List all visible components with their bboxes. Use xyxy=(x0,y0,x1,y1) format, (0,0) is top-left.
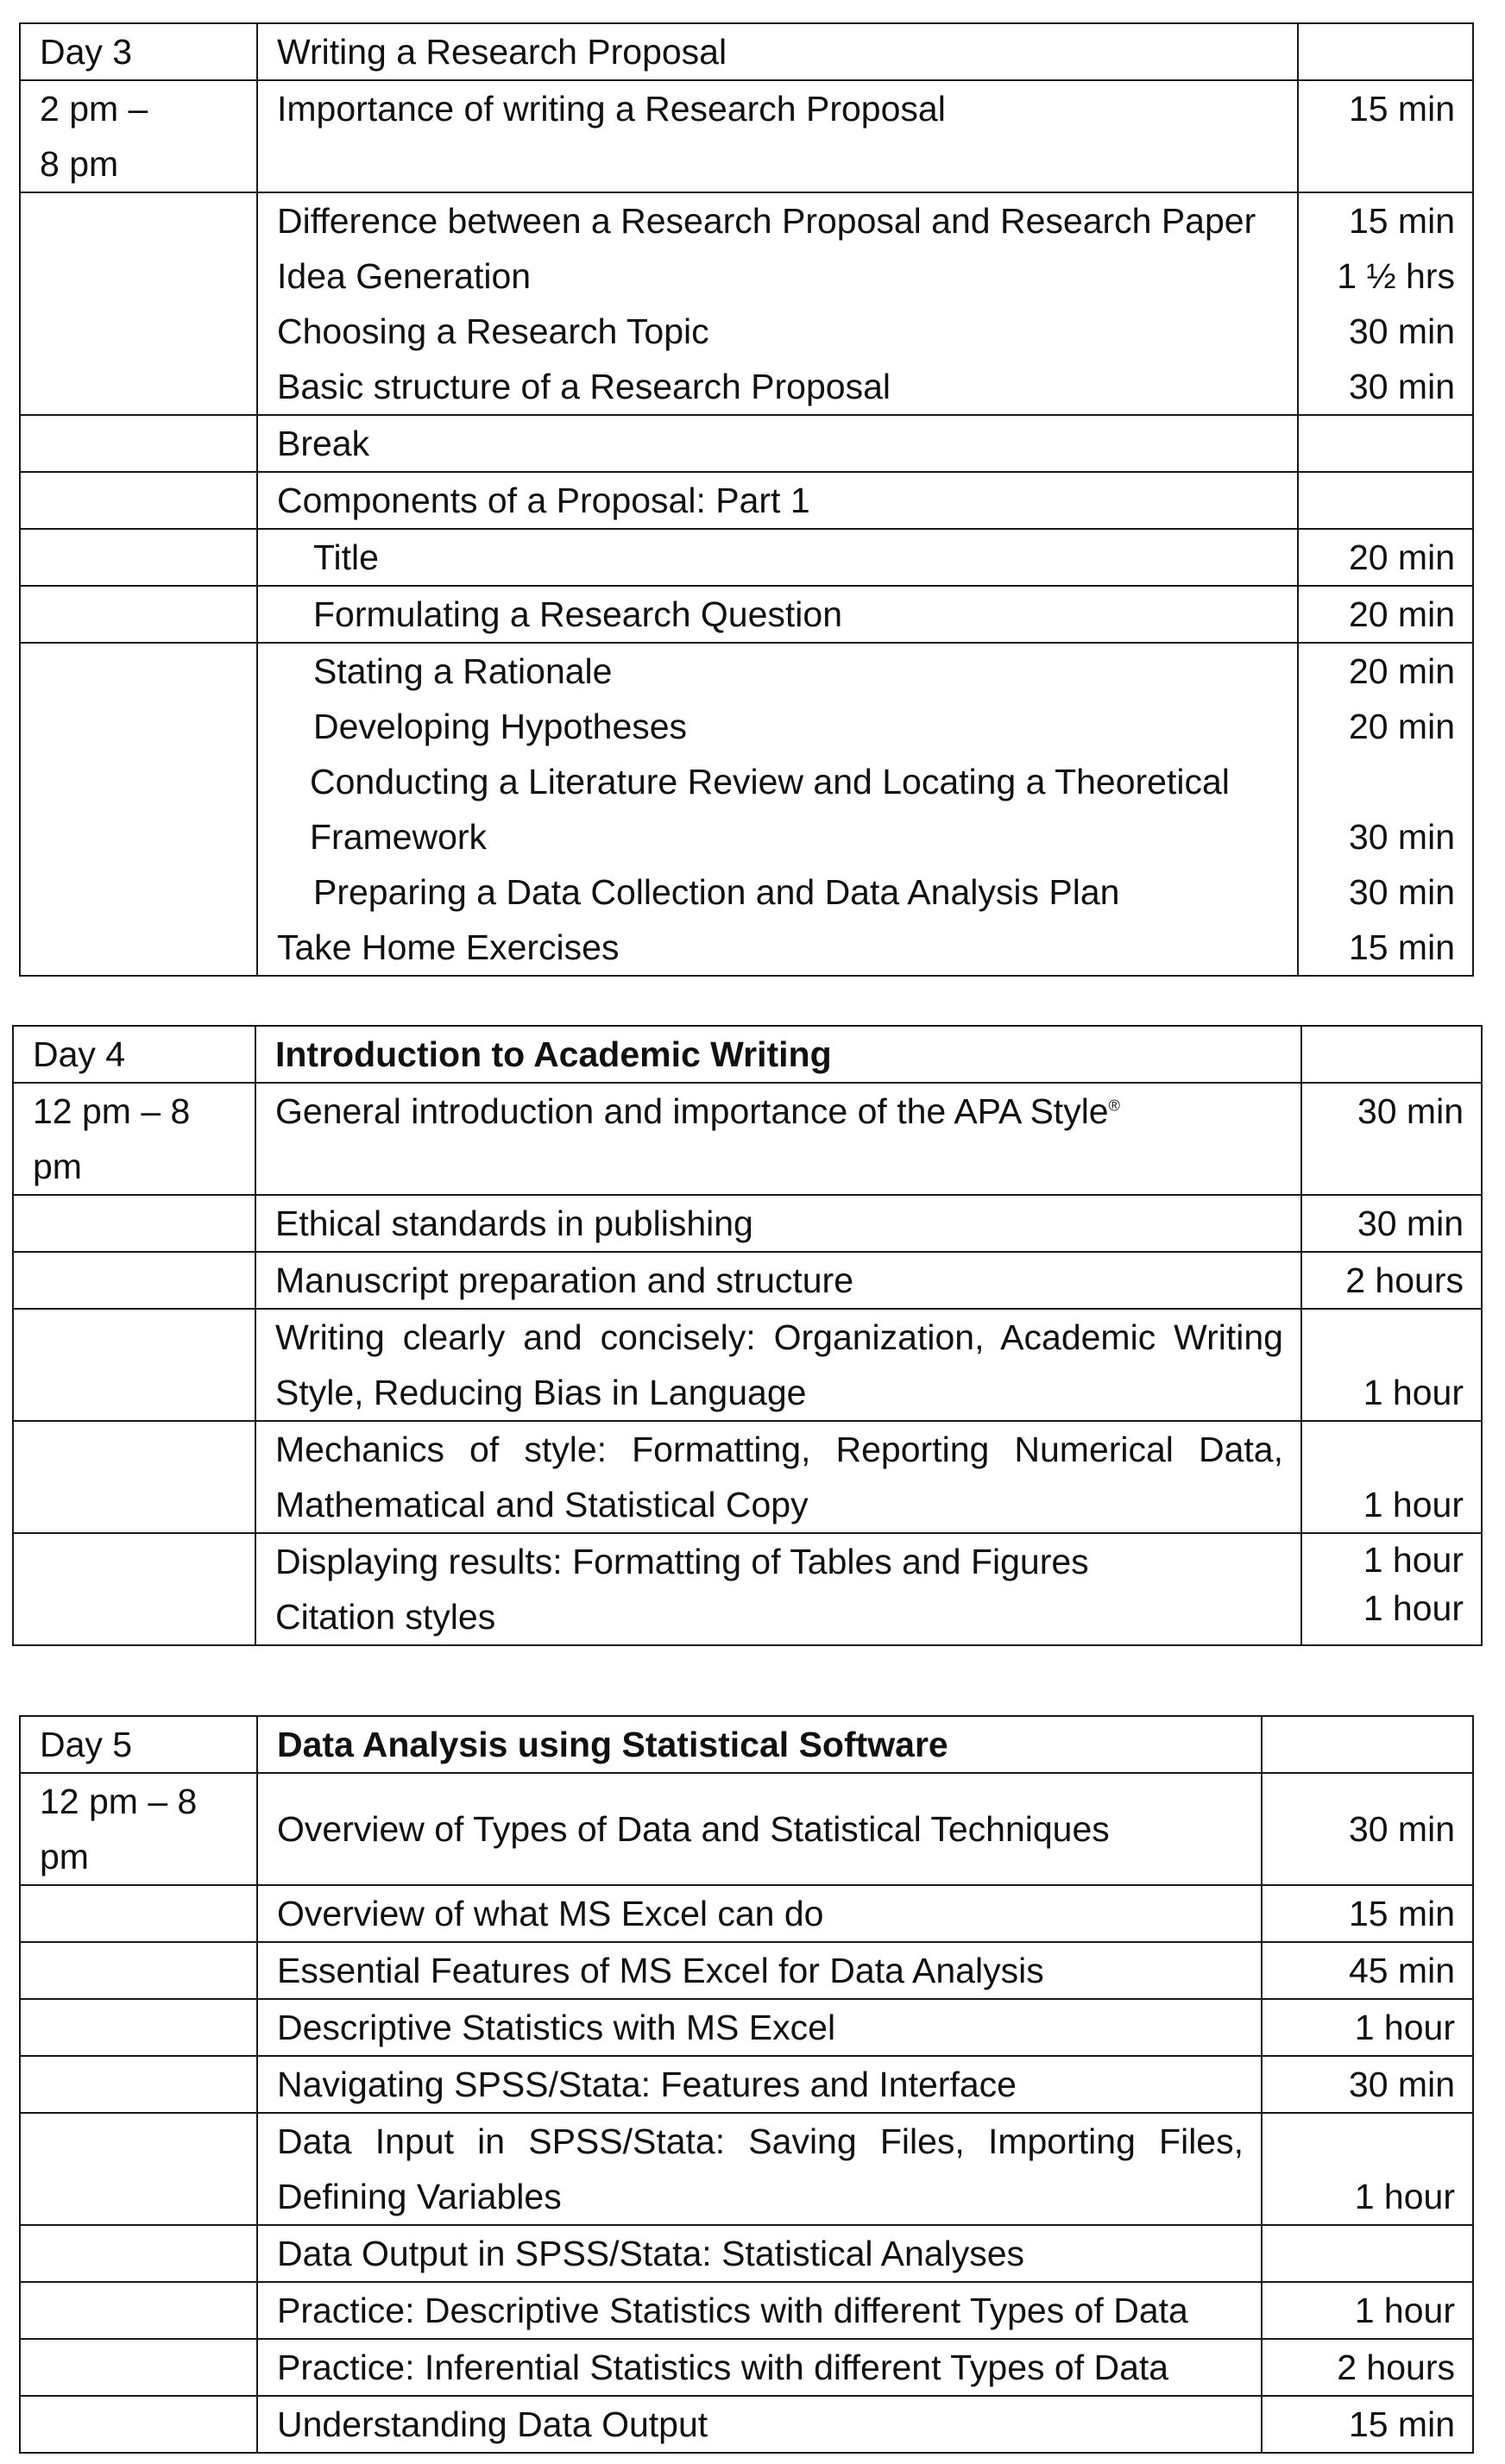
list-item: Basic structure of a Research Proposal xyxy=(277,367,891,406)
day4-mechanics-label xyxy=(255,1421,1301,1533)
day3-title-duration xyxy=(1298,23,1473,80)
day5-title: Data Analysis using Statistical Software xyxy=(257,1716,1262,1773)
day3-title-row-duration: 20 min xyxy=(1298,529,1473,586)
day4-intro-duration: 30 min xyxy=(1301,1083,1482,1195)
day5-empty-cell xyxy=(20,2113,257,2225)
day5-title-duration xyxy=(1262,1716,1473,1773)
day3-table xyxy=(19,22,1474,977)
day5-row-duration: 2 hours xyxy=(1262,2339,1473,2396)
day3-empty-cell xyxy=(20,529,257,586)
duration: 1 hour xyxy=(1363,1588,1464,1628)
day5-row-label: Overview of what MS Excel can do xyxy=(257,1885,1262,1942)
day4-intro-text: General introduction and importance of the APA Style xyxy=(275,1091,1109,1131)
day4-displaying-durations xyxy=(1301,1533,1482,1645)
day4-writing-line1: Writing clearly and concisely: Organization, Academic Writing xyxy=(275,1317,1283,1357)
day4-manuscript-label: Manuscript preparation and structure xyxy=(255,1252,1301,1309)
list-item: Developing Hypotheses xyxy=(313,707,688,746)
day3-empty-cell xyxy=(20,472,257,529)
day5-row-label: Essential Features of MS Excel for Data Analysis xyxy=(257,1942,1262,1999)
day4-empty-cell xyxy=(13,1252,255,1309)
day5-empty-cell xyxy=(20,2282,257,2339)
day5-data-input-label xyxy=(257,2113,1262,2225)
registered-mark: ® xyxy=(1108,1097,1120,1115)
duration: 15 min xyxy=(1348,927,1455,967)
day5-row-duration xyxy=(1262,2225,1473,2282)
list-item: Choosing a Research Topic xyxy=(277,311,709,351)
list-item: Displaying results: Formatting of Tables and Figures xyxy=(275,1542,1089,1581)
day5-row-duration: 15 min xyxy=(1262,2396,1473,2453)
day3-title-row-text: Title xyxy=(313,537,379,577)
duration: 1 hour xyxy=(1363,1540,1464,1580)
day5-row-label: Understanding Data Output xyxy=(257,2396,1262,2453)
day5-empty-cell xyxy=(20,2056,257,2113)
day4-manuscript-duration: 2 hours xyxy=(1301,1252,1482,1309)
duration: 15 min xyxy=(1348,201,1455,241)
day3-label: Day 3 xyxy=(20,23,257,80)
day3-title: Writing a Research Proposal xyxy=(257,23,1298,80)
day4-ethical-duration: 30 min xyxy=(1301,1195,1482,1252)
day3-components-duration xyxy=(1298,472,1473,529)
day5-row-label: Data Output in SPSS/Stata: Statistical Analyses xyxy=(257,2225,1262,2282)
day5-row-duration: 1 hour xyxy=(1262,1999,1473,2056)
day4-empty-cell xyxy=(13,1533,255,1645)
day5-overview-duration: 30 min xyxy=(1262,1773,1473,1885)
day3-formulating-duration: 20 min xyxy=(1298,586,1473,643)
day3-time xyxy=(20,80,257,192)
day4-time-start: 12 pm – 8 xyxy=(33,1091,191,1131)
list-item: Difference between a Research Proposal and Research Paper xyxy=(277,201,1256,241)
list-item: Conducting a Literature Review and Locating a Theoretical xyxy=(310,762,1230,801)
list-item: Preparing a Data Collection and Data Analysis Plan xyxy=(313,872,1120,912)
day5-overview-label: Overview of Types of Data and Statistical Techniques xyxy=(257,1773,1262,1885)
day3-title-row-label xyxy=(257,529,1298,586)
duration-blank xyxy=(1318,754,1455,809)
day3-group1-labels xyxy=(257,192,1298,415)
day4-writing-label xyxy=(255,1309,1301,1421)
day5-row-label: Navigating SPSS/Stata: Features and Interface xyxy=(257,2056,1262,2113)
day4-mechanics-duration: 1 hour xyxy=(1301,1421,1482,1533)
day4-table xyxy=(12,1025,1483,1646)
day3-empty-cell xyxy=(20,643,257,976)
day4-mechanics-line1: Mechanics of style: Formatting, Reporting Numerical Data, xyxy=(275,1430,1283,1469)
day3-group2-labels xyxy=(257,643,1298,976)
list-item: Idea Generation xyxy=(277,256,532,296)
day4-writing-line2: Style, Reducing Bias in Language xyxy=(275,1373,807,1412)
day3-empty-cell xyxy=(20,192,257,415)
day4-empty-cell xyxy=(13,1421,255,1533)
duration: 30 min xyxy=(1348,367,1455,406)
day3-break-duration xyxy=(1298,415,1473,472)
day4-title: Introduction to Academic Writing xyxy=(255,1026,1301,1083)
day5-table xyxy=(19,1715,1474,2454)
day5-row-label: Descriptive Statistics with MS Excel xyxy=(257,1999,1262,2056)
day5-row-duration: 30 min xyxy=(1262,2056,1473,2113)
day4-intro-label xyxy=(255,1083,1301,1195)
day5-row-label: Practice: Inferential Statistics with different Types of Data xyxy=(257,2339,1262,2396)
day5-empty-cell xyxy=(20,1942,257,1999)
day5-row-duration: 1 hour xyxy=(1262,2282,1473,2339)
day5-label: Day 5 xyxy=(20,1716,257,1773)
list-item: Citation styles xyxy=(275,1597,496,1637)
day3-formulating-text: Formulating a Research Question xyxy=(313,594,843,634)
day5-empty-cell xyxy=(20,2339,257,2396)
day3-components-label: Components of a Proposal: Part 1 xyxy=(257,472,1298,529)
day5-row-duration: 15 min xyxy=(1262,1885,1473,1942)
duration: 20 min xyxy=(1348,707,1455,746)
day3-importance-duration: 15 min xyxy=(1298,80,1473,192)
day3-group2-durations xyxy=(1298,643,1473,976)
day5-empty-cell xyxy=(20,1999,257,2056)
day4-displaying-labels xyxy=(255,1533,1301,1645)
duration: 30 min xyxy=(1348,311,1455,351)
duration: 20 min xyxy=(1348,651,1455,691)
day3-group1-durations xyxy=(1298,192,1473,415)
duration: 30 min xyxy=(1348,817,1455,857)
day5-empty-cell xyxy=(20,1885,257,1942)
day5-data-input-line1: Data Input in SPSS/Stata: Saving Files, Importing Files, xyxy=(277,2121,1244,2161)
day4-writing-duration: 1 hour xyxy=(1301,1309,1482,1421)
day4-time-end: pm xyxy=(33,1147,82,1186)
day3-time-start: 2 pm – xyxy=(40,89,148,129)
day3-break-label: Break xyxy=(257,415,1298,472)
day3-formulating-label xyxy=(257,586,1298,643)
day5-time xyxy=(20,1773,257,1885)
day4-empty-cell xyxy=(13,1195,255,1252)
day5-time-end: pm xyxy=(40,1837,89,1876)
day3-empty-cell xyxy=(20,415,257,472)
day5-data-input-duration: 1 hour xyxy=(1262,2113,1473,2225)
list-item: Stating a Rationale xyxy=(313,651,613,691)
list-item: Take Home Exercises xyxy=(277,927,620,967)
day5-row-label: Practice: Descriptive Statistics with different Types of Data xyxy=(257,2282,1262,2339)
list-item: Framework xyxy=(310,817,488,857)
day4-mechanics-line2: Mathematical and Statistical Copy xyxy=(275,1485,809,1524)
day5-row-duration: 45 min xyxy=(1262,1942,1473,1999)
day5-empty-cell xyxy=(20,2396,257,2453)
duration: 1 ½ hrs xyxy=(1337,256,1455,296)
day4-title-duration xyxy=(1301,1026,1482,1083)
day5-time-start: 12 pm – 8 xyxy=(40,1782,198,1821)
day3-empty-cell xyxy=(20,586,257,643)
day3-importance-label: Importance of writing a Research Proposal xyxy=(257,80,1298,192)
day5-empty-cell xyxy=(20,2225,257,2282)
day4-time xyxy=(13,1083,255,1195)
duration: 30 min xyxy=(1348,872,1455,912)
day3-time-end: 8 pm xyxy=(40,144,119,184)
day4-empty-cell xyxy=(13,1309,255,1421)
day4-label: Day 4 xyxy=(13,1026,255,1083)
day5-data-input-line2: Defining Variables xyxy=(277,2177,562,2216)
day4-ethical-label: Ethical standards in publishing xyxy=(255,1195,1301,1252)
